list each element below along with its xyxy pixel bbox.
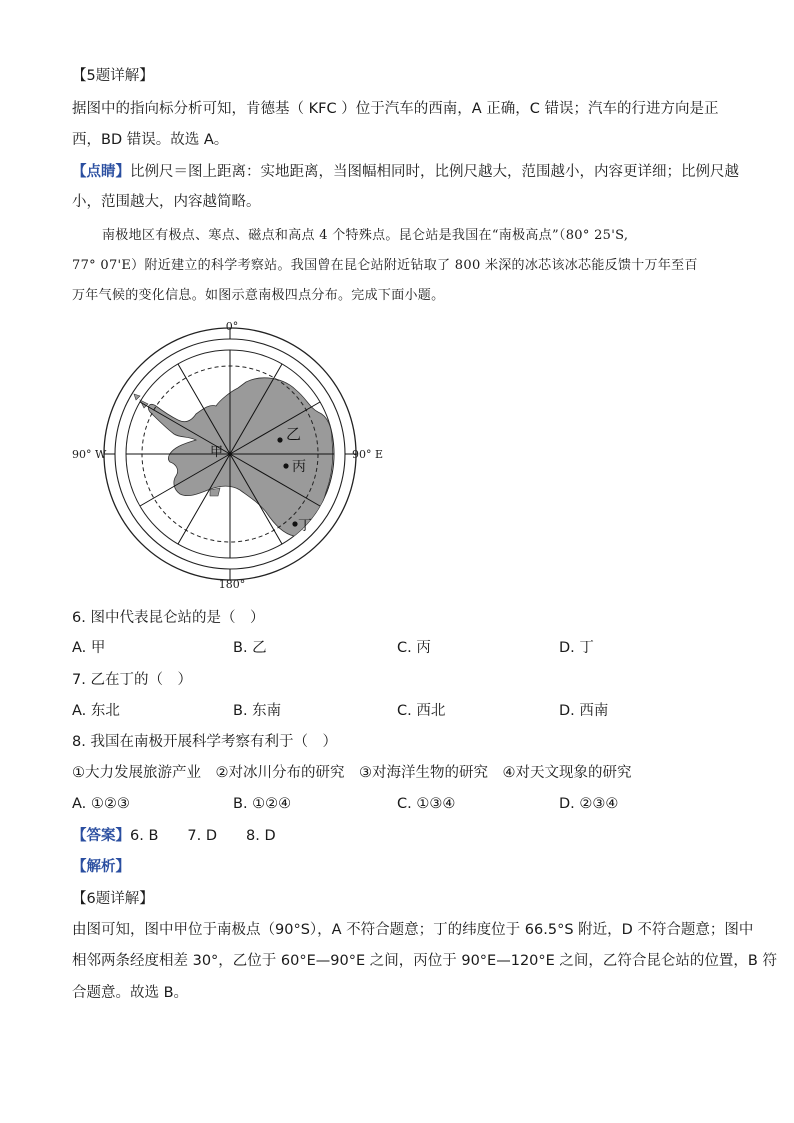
answer-text: 6. B 7. D 8. D xyxy=(130,828,276,844)
tip-text-1: 比例尺＝图上距离：实地距离，当图幅相同时，比例尺越大，范围越小，内容更详细；比例尺越 xyxy=(130,164,739,180)
tip-label: 【点睛】 xyxy=(72,164,130,180)
point-jia-label: 甲 xyxy=(210,445,224,460)
point-bing-label: 丙 xyxy=(292,459,306,475)
ice-shelf-island xyxy=(210,488,220,496)
intro-line-1: 南极地区有极点、寒点、磁点和高点 4 个特殊点。昆仑站是我国在“南极高点”（80° 25'S, xyxy=(102,228,629,243)
q7-option-b: B. 东南 xyxy=(233,703,282,719)
tip-line-1 xyxy=(72,162,739,182)
antarctica-landmass xyxy=(148,378,332,537)
q6-explanation-line-2: 相邻两条经度相差 30°，乙位于 60°E—90°E 之间，丙位于 90°E—120°E 之间，乙符合昆仑站的位置，B 符 xyxy=(72,953,777,969)
label-90e: 90° E xyxy=(352,448,384,461)
q8-option-d: D. ②③④ xyxy=(559,796,619,812)
q7-stem: 7. 乙在丁的（ ） xyxy=(72,672,192,688)
label-90w: 90° W xyxy=(72,448,107,461)
q7-option-a: A. 东北 xyxy=(72,703,120,719)
answer-label: 【答案】 xyxy=(72,828,130,844)
point-bing-dot xyxy=(283,463,288,468)
q8-stem: 8. 我国在南极开展科学考察有利于（ ） xyxy=(72,734,337,750)
q6-option-d: D. 丁 xyxy=(559,640,594,656)
q6-heading: 【6题详解】 xyxy=(72,891,154,907)
point-ding-label: 丁 xyxy=(298,518,312,534)
q8-items: ①大力发展旅游产业 ②对冰川分布的研究 ③对海洋生物的研究 ④对天文现象的研究 xyxy=(72,765,632,781)
q6-option-c: C. 丙 xyxy=(397,640,431,656)
q5-explanation-line-2: 西，BD 错误。故选 A。 xyxy=(72,132,229,148)
point-yi-label: 乙 xyxy=(286,425,302,443)
q6-option-a: A. 甲 xyxy=(72,640,106,656)
analysis-label: 【解析】 xyxy=(72,859,130,875)
label-180-degree: 180° xyxy=(218,578,246,591)
label-0-degree: 0° xyxy=(225,320,239,333)
q7-option-c: C. 西北 xyxy=(397,703,446,719)
q7-option-d: D. 西南 xyxy=(559,703,609,719)
point-yi-dot xyxy=(277,437,282,442)
q8-option-c: C. ①③④ xyxy=(397,796,456,812)
answer-line xyxy=(72,826,276,846)
q5-explanation-line-1: 据图中的指向标分析可知，肯德基（ KFC ）位于汽车的西南，A 正确，C 错误；汽车的行进方向是正 xyxy=(72,101,719,117)
q6-explanation-line-1: 由图可知，图中甲位于南极点（90°S），A 不符合题意；丁的纬度位于 66.5°S 附近，D 不符合题意；图中 xyxy=(72,922,754,938)
antarctica-map xyxy=(70,316,390,594)
tip-line-2: 小，范围越大，内容越简略。 xyxy=(72,194,261,210)
q6-stem: 6. 图中代表昆仑站的是（ ） xyxy=(72,610,265,626)
intro-line-2: 77° 07'E）附近建立的科学考察站。我国曾在昆仑站附近钻取了 800 米深的冰芯该冰芯能反馈十万年至百 xyxy=(72,258,698,273)
q5-heading: 【5题详解】 xyxy=(72,68,154,84)
q6-explanation-line-3: 合题意。故选 B。 xyxy=(72,985,189,1001)
q8-option-a: A. ①②③ xyxy=(72,796,130,812)
q6-option-b: B. 乙 xyxy=(233,640,267,656)
q8-option-b: B. ①②④ xyxy=(233,796,292,812)
point-ding-dot xyxy=(292,521,297,526)
intro-line-3: 万年气候的变化信息。如图示意南极四点分布。完成下面小题。 xyxy=(72,288,445,303)
